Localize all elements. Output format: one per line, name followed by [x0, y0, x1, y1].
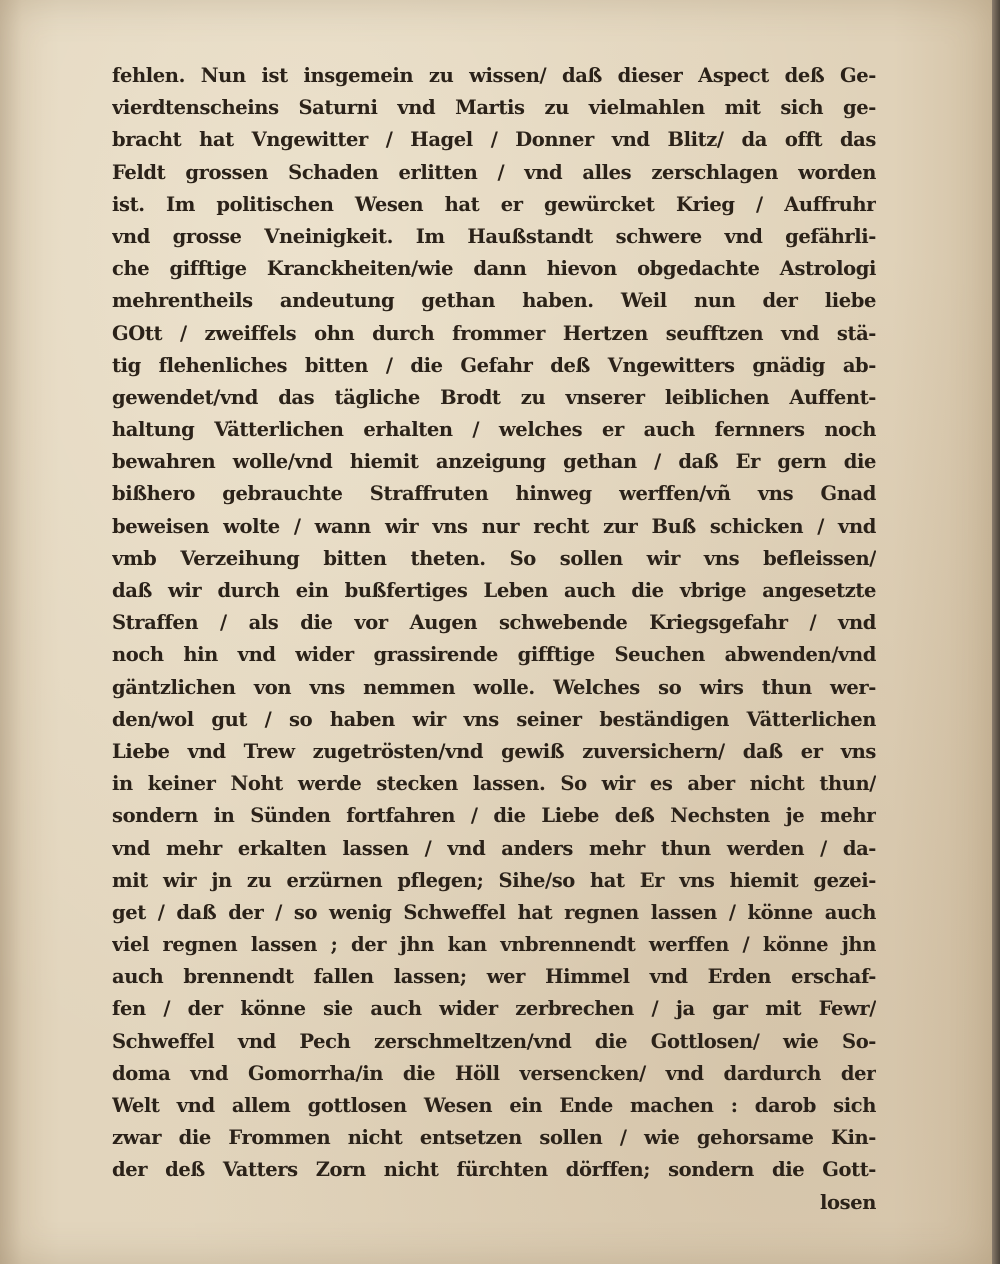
text-line: vnd grosse Vneinigkeit. Im Haußstandt schwere vnd gefährli-	[112, 224, 876, 248]
text-line: ist. Im politischen Wesen hat er gewürcket Krieg / Auffruhr	[112, 192, 876, 216]
text-line: Schweffel vnd Pech zerschmeltzen/vnd die Gottlosen/ wie So-	[112, 1029, 876, 1053]
text-line: beweisen wolte / wann wir vns nur recht zur Buß schicken / vnd	[112, 514, 876, 538]
text-line: bracht hat Vngewitter / Hagel / Donner vnd Blitz/ da offt das	[112, 128, 876, 152]
catchword: losen	[820, 1190, 876, 1214]
text-line: che gifftige Kranckheiten/wie dann hievon obgedachte Astrologi	[112, 257, 876, 281]
page-text-block	[112, 60, 876, 1219]
text-line: bewahren wolle/vnd hiemit anzeigung gethan / daß Er gern die	[112, 450, 876, 474]
text-line: sondern in Sünden fortfahren / die Liebe deß Nechsten je mehr	[112, 804, 876, 828]
text-line: mit wir jn zu erzürnen pflegen; Sihe/so hat Er vns hiemit gezei-	[112, 868, 876, 892]
text-line: daß wir durch ein bußfertiges Leben auch die vbrige angesetzte	[112, 579, 876, 602]
text-line: get / daß der / so wenig Schweffel hat regnen lassen / könne auch	[112, 900, 876, 924]
text-line: zwar die Frommen nicht entsetzen sollen / wie gehorsame Kin-	[112, 1126, 876, 1150]
text-line: Straffen / als die vor Augen schwebende Kriegsgefahr / vnd	[112, 611, 876, 635]
text-line: doma vnd Gomorrha/in die Höll versencken/ vnd dardurch der	[112, 1061, 876, 1085]
text-line: tig flehenliches bitten / die Gefahr deß Vngewitters gnädig ab-	[112, 353, 876, 377]
text-line: haltung Vätterlichen erhalten / welches er auch fernners noch	[112, 418, 876, 442]
text-line: noch hin vnd wider grassirende gifftige Seuchen abwenden/vnd	[112, 643, 876, 667]
text-line: den/wol gut / so haben wir vns seiner beständigen Vätterlichen	[112, 707, 876, 731]
text-line: gewendet/vnd das tägliche Brodt zu vnserer leiblichen Auffent-	[112, 385, 876, 409]
text-line: bißhero gebrauchte Straffruten hinweg werffen/vñ vns Gnad	[112, 482, 876, 506]
text-line: vierdtenscheins Saturni vnd Martis zu vielmahlen mit sich ge-	[112, 96, 876, 120]
text-line: Liebe vnd Trew zugetrösten/vnd gewiß zuversichern/ daß er vns	[112, 739, 876, 763]
text-line: auch brennendt fallen lassen; wer Himmel vnd Erden erschaf-	[112, 965, 876, 989]
text-line: mehrentheils andeutung gethan haben. Weil nun der liebe	[112, 289, 876, 313]
text-line: in keiner Noht werde stecken lassen. So wir es aber nicht thun/	[112, 772, 876, 796]
text-line: fen / der könne sie auch wider zerbrechen / ja gar mit Fewr/	[112, 997, 876, 1021]
text-line: vnd mehr erkalten lassen / vnd anders mehr thun werden / da-	[112, 836, 876, 860]
text-line: gäntzlichen von vns nemmen wolle. Welches so wirs thun wer-	[112, 675, 876, 699]
text-line: GOtt / zweiffels ohn durch frommer Hertzen seufftzen vnd stä-	[112, 321, 876, 345]
page-edge-shadow	[992, 0, 1000, 1264]
text-line: fehlen. Nun ist insgemein zu wissen/ daß dieser Aspect deß Ge-	[112, 64, 876, 87]
text-line: der deß Vatters Zorn nicht fürchten dörffen; sondern die Gott-	[112, 1158, 876, 1182]
text-line: vmb Verzeihung bitten theten. So sollen wir vns befleissen/	[112, 546, 876, 570]
text-line: viel regnen lassen ; der jhn kan vnbrennendt werffen / könne jhn	[112, 933, 876, 957]
text-line: Welt vnd allem gottlosen Wesen ein Ende machen : darob sich	[112, 1094, 876, 1117]
text-line: Feldt grossen Schaden erlitten / vnd alles zerschlagen worden	[112, 160, 876, 184]
